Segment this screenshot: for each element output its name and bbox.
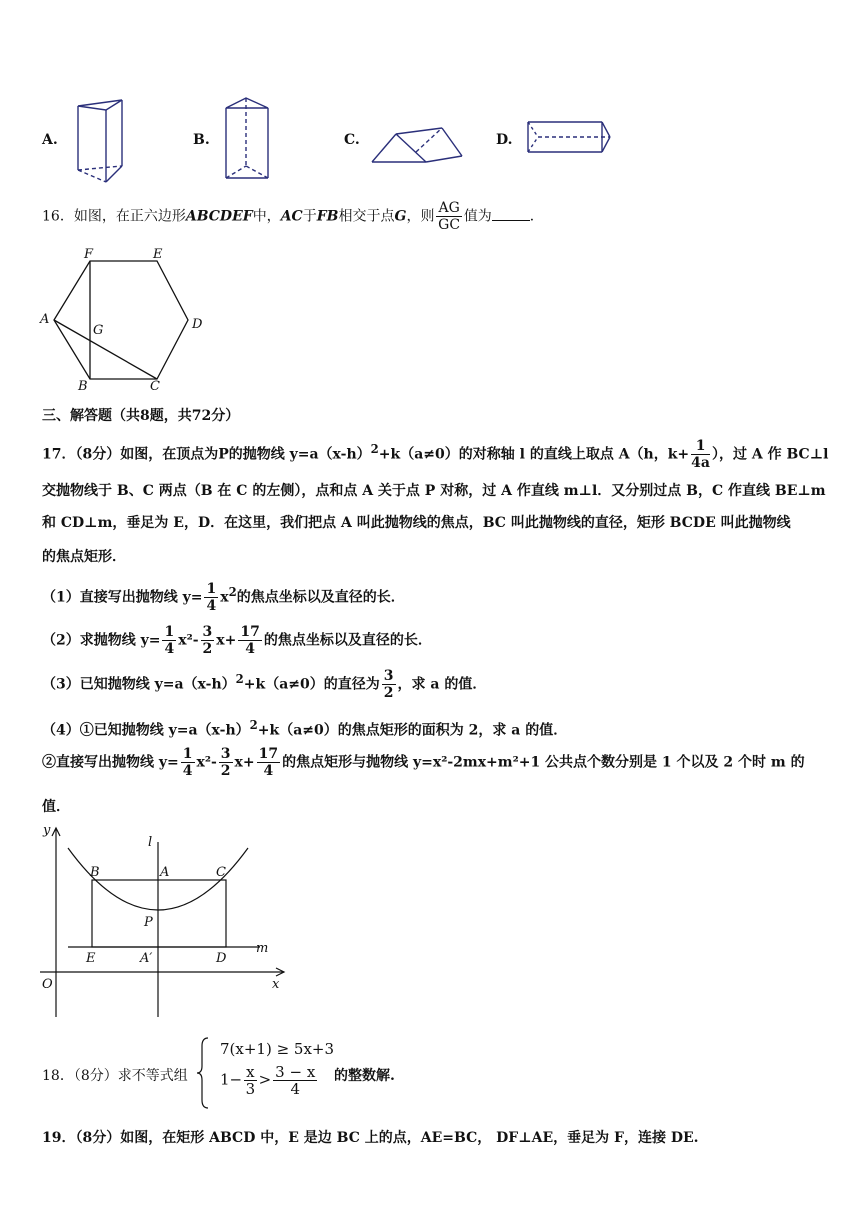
q17-part-4-1: （4）①已知抛物线 $y=a(x-h)^2+k(a\ne 0)$的焦点矩形的面积为 2，求 a 的值．	[42, 718, 568, 739]
q17-part-4-2: ②直接写出抛物线 y= $\frac{1}{4}$ x²- $\frac{3}{2}$ x+ $\frac{17}{4}$ 的焦点矩形与抛物线 y=x²-2mx+m²+1 公共点个数分别是 1 个以及 2 个时 m 的	[42, 746, 805, 779]
graph-label-y: y	[43, 823, 51, 838]
q17-part-1: （1）直接写出抛物线 y= $\frac{1}{4}$ $x^2$的焦点坐标以及直径的长．	[42, 581, 405, 614]
option-a-prism-figure	[70, 96, 130, 186]
graph-label-o: O	[42, 977, 53, 992]
parabola-diagram	[36, 822, 296, 1022]
q17-part-2: （2）求抛物线 y= $\frac{1}{4}$ x²- $\frac{3}{2}$ x+ $\frac{17}{4}$ 的焦点坐标以及直径的长．	[42, 624, 432, 657]
hex-label-f: F	[84, 247, 94, 262]
graph-label-a: A	[160, 865, 170, 880]
q19-text: 19．（8分）如图，在矩形 ABCD 中，E 是边 BC 上的点，AE=BC， DF⊥AE，垂足为 F，连接 DE.	[42, 1130, 699, 1146]
graph-label-l: l	[148, 835, 153, 850]
graph-label-p: P	[144, 915, 153, 930]
q17-part-3: （3）已知抛物线 $y=a(x-h)^2+k(a\ne 0)$的直径为 $\frac{3}{2}$ ，求 a 的值．	[42, 668, 487, 701]
hex-label-c: C	[150, 379, 160, 394]
graph-label-b: B	[90, 865, 100, 880]
graph-label-e: E	[86, 951, 96, 966]
hex-label-b: B	[78, 379, 88, 394]
q17-line-1: 17．（8分）如图，在顶点为P的抛物线 $y=a(x-h)^2+k(a\ne 0)$的对称轴 l 的直线上取点 A（h，k+ $\frac{1}{4a}$ ），过 A 作 BC⊥l	[42, 438, 829, 471]
hexagon-diagram	[36, 246, 206, 396]
q18-brace	[196, 1036, 210, 1110]
option-b-prism-figure	[218, 94, 278, 186]
option-c-prism-figure	[366, 122, 466, 166]
graph-label-a-prime: A′	[140, 951, 153, 966]
graph-label-c: C	[216, 865, 226, 880]
q16-text: 16．如图，在正六边形ABCDEF中，AC于FB相交于点G，则 $\frac{AG}{GC}$ 值为 ．	[42, 200, 544, 233]
graph-label-d: D	[216, 951, 227, 966]
q17-line-2: 交抛物线于 B、C 两点（B 在 C 的左侧），点和点 A 关于点 P 对称，过 A 作直线 m⊥l．又分别过点 B，C 作直线 BE⊥m	[42, 483, 826, 499]
q18-suffix: 的整数解.	[334, 1068, 395, 1084]
hex-label-d: D	[192, 317, 203, 332]
q17-line-3: 和 CD⊥m，垂足为 E，D．在这里，我们把点 A 叫此抛物线的焦点，BC 叫此抛物线的直径，矩形 BCDE 叫此抛物线	[42, 515, 791, 531]
option-a-label: A.	[42, 132, 58, 148]
option-d-prism-figure	[522, 118, 618, 158]
section-3-heading: 三、解答题（共8题，共72分）	[42, 408, 240, 424]
hex-label-e: E	[153, 247, 163, 262]
q18-prefix: 18．（8分）求不等式组	[42, 1068, 188, 1084]
hex-label-g: G	[93, 323, 104, 338]
option-b-label: B.	[193, 132, 210, 148]
graph-label-m: m	[256, 941, 269, 956]
option-c-label: C.	[344, 132, 360, 148]
q16-fraction: $\frac{AG}{GC}$	[438, 200, 461, 233]
answer-blank[interactable]	[492, 220, 530, 221]
q18-row-2: 1− $\frac{x}{3}$ > $\frac{3 - x}{4}$	[220, 1063, 316, 1098]
graph-label-x: x	[272, 977, 280, 992]
hex-label-a: A	[40, 312, 50, 327]
q17-part-4-2-end: 值．	[42, 799, 70, 815]
q18-row-1: 7(x+1) ≥ 5x+3	[220, 1040, 335, 1058]
option-d-label: D.	[496, 132, 513, 148]
q17-line-4: 的焦点矩形．	[42, 549, 126, 565]
